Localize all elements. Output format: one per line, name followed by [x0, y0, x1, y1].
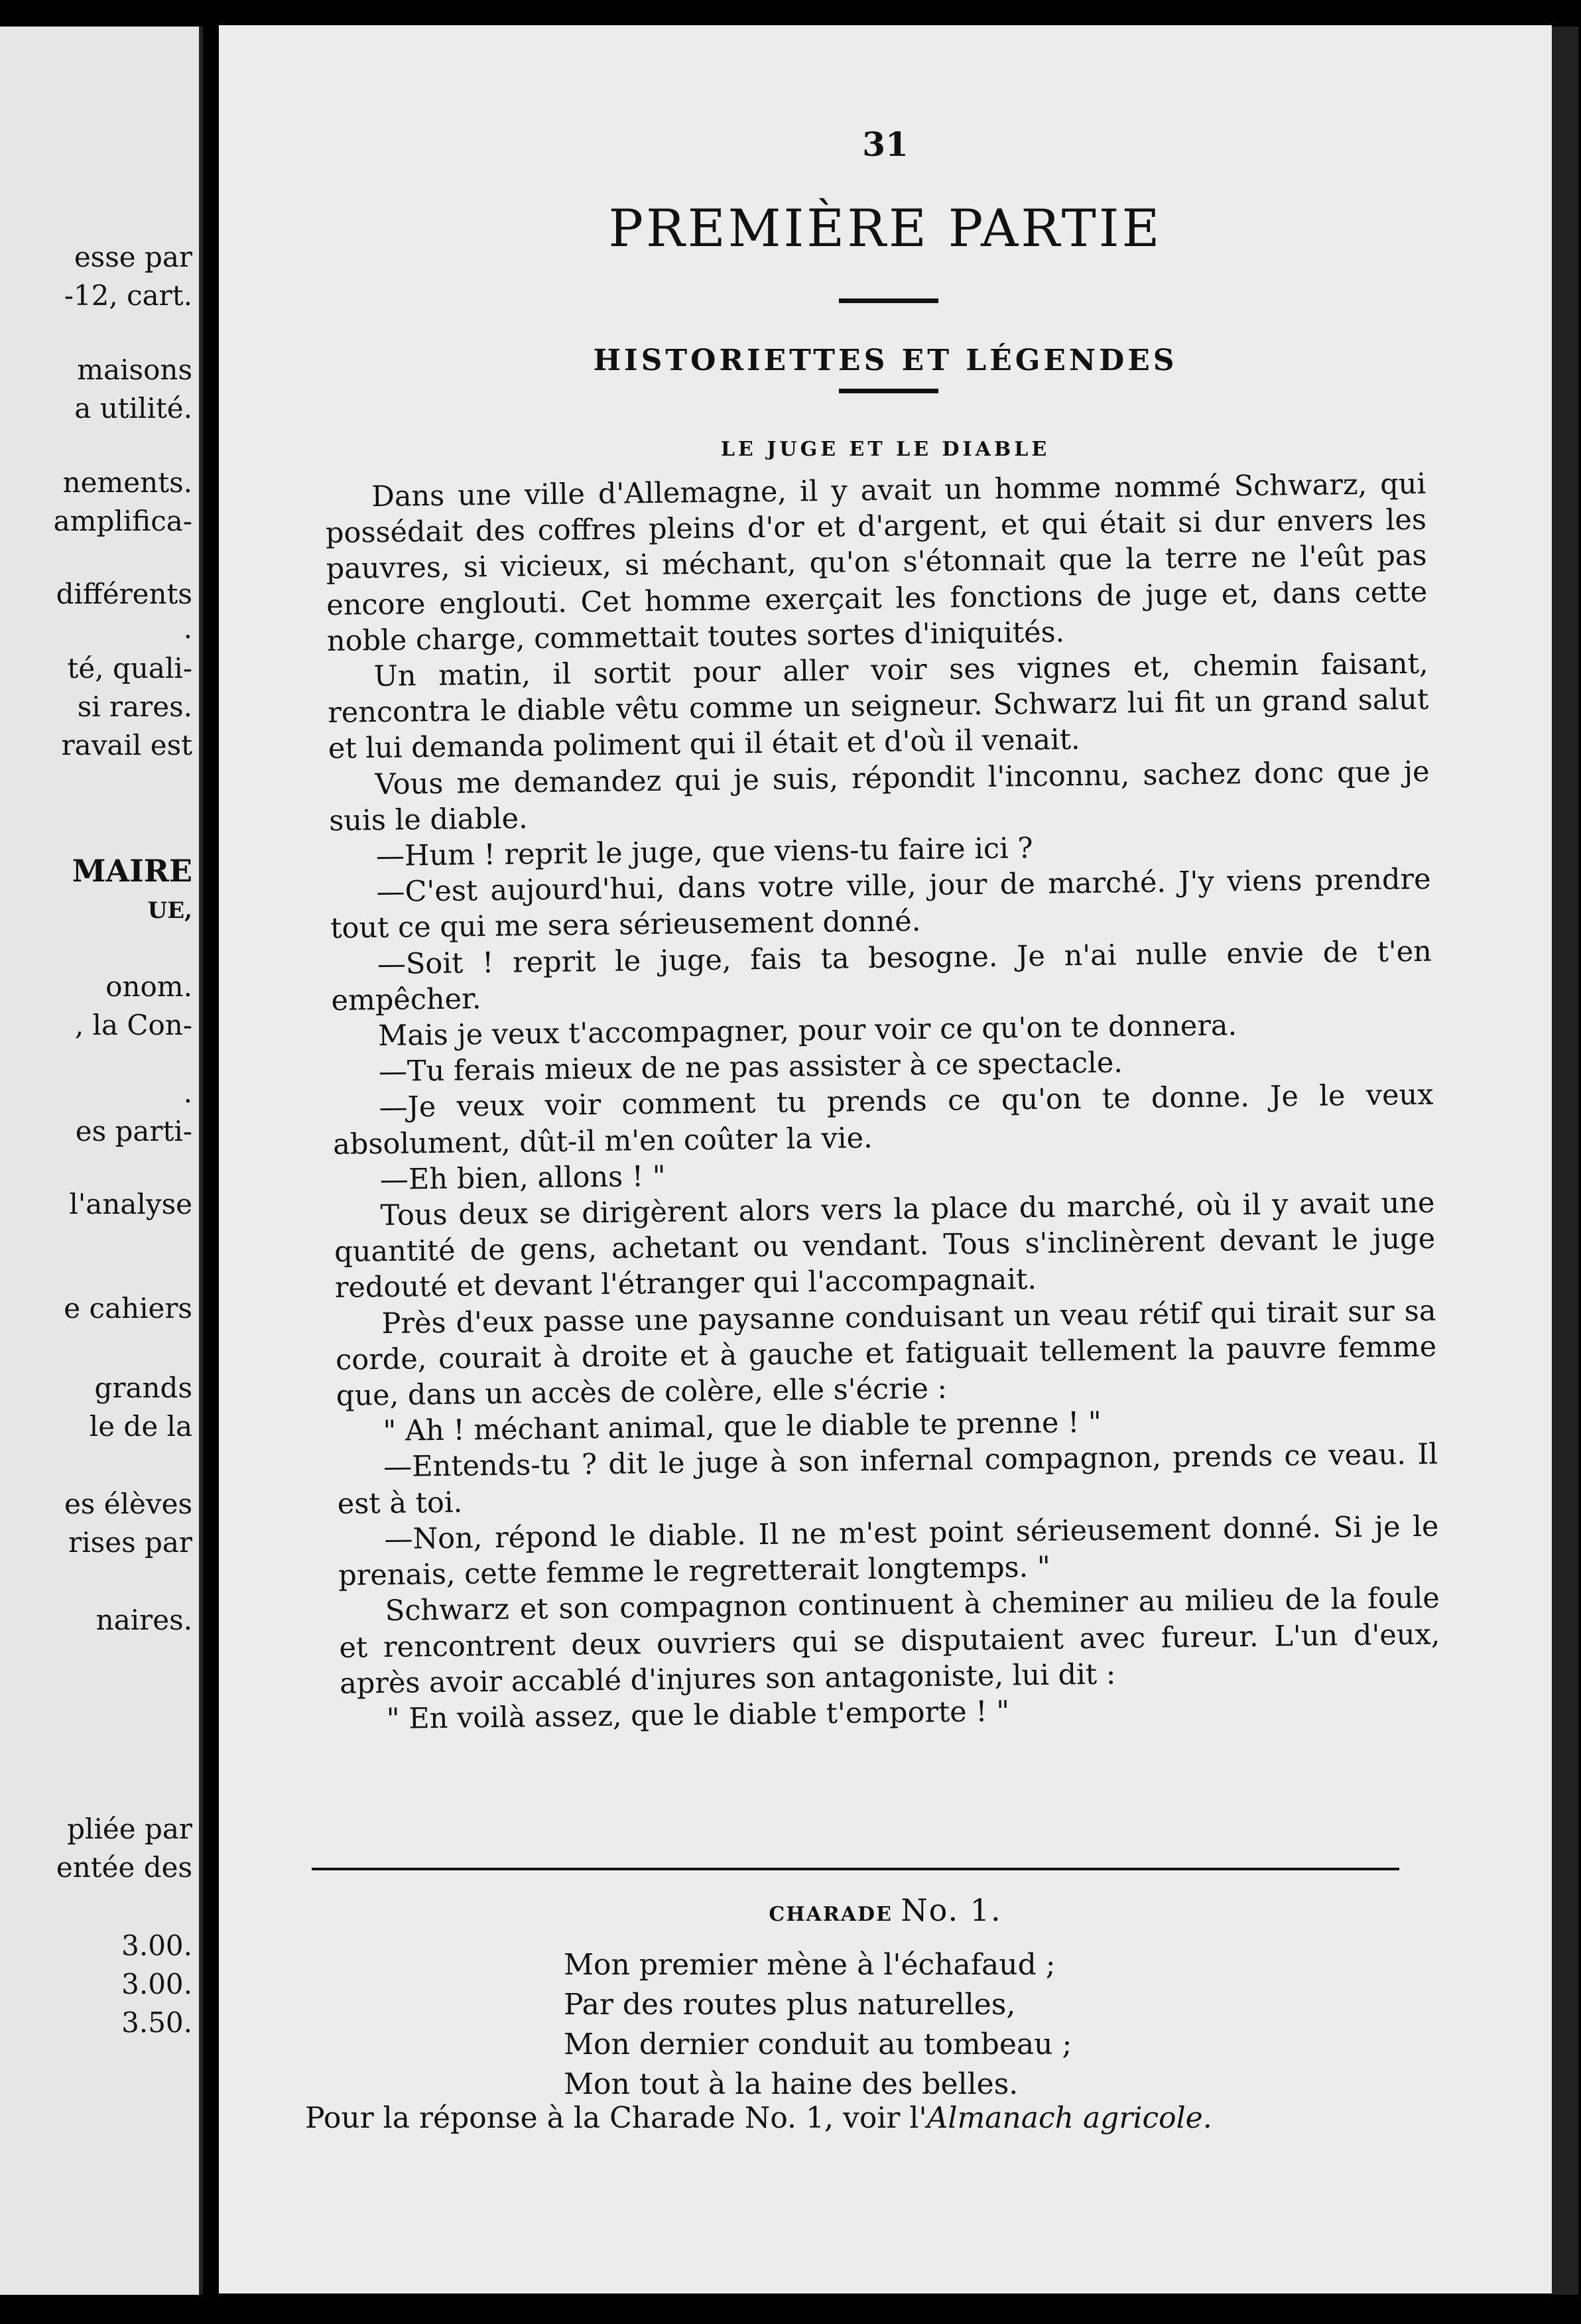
- fragment-line: pliée par: [67, 1813, 192, 1845]
- book-page: [219, 25, 1552, 2293]
- story-title: LE JUGE ET LE DIABLE: [720, 438, 1050, 461]
- fragment-line: .: [183, 1076, 192, 1109]
- fragment-line: rises par: [68, 1526, 192, 1559]
- verse-line: Par des routes plus naturelles,: [564, 1988, 1016, 2022]
- verse-line: Mon tout à la haine des belles.: [564, 2067, 1019, 2101]
- paragraph: —Tu ferais mieux de ne pas assister à ce spectacle.: [378, 1046, 1123, 1089]
- fragment-line: es élèves: [64, 1488, 192, 1520]
- facing-page-fragment: [0, 27, 203, 2295]
- fragment-line: entée des: [56, 1851, 192, 1884]
- fragment-line: e cahiers: [64, 1292, 192, 1324]
- verse-line: Mon dernier conduit au tombeau ;: [564, 2028, 1072, 2061]
- fragment-line: ravail est: [61, 729, 192, 761]
- paragraph: —Soit ! reprit le juge, fais ta besogne. Je n'ai nulle envie de t'en empêcher.: [331, 935, 1432, 1017]
- paragraph: —Non, répond le diable. Il ne m'est point sérieusement donné. Si je le prenais, cette femme le regretterait longtemps. ": [338, 1510, 1439, 1592]
- paragraph: Près d'eux passe une paysanne conduisant un veau rétif qui tirait sur sa corde, courait à droite et à gauche et fatiguait tellement la pauvre femme que, dans un accès de colère, elle s'écrie :: [335, 1294, 1437, 1413]
- page-edge: [1552, 27, 1578, 2295]
- answer-note-text: Pour la réponse à la Charade No. 1, voir l': [305, 2101, 927, 2135]
- fragment-line: 3.00.: [121, 1968, 192, 2000]
- fragment-line: maisons: [77, 354, 192, 386]
- answer-note-title: Almanach agricole.: [926, 2101, 1212, 2135]
- fragment-line: 3.00.: [121, 1929, 192, 1962]
- paragraph: —Entends-tu ? dit le juge à son infernal compagnon, prends ce veau. Il est à toi.: [337, 1438, 1438, 1521]
- fragment-line: onom.: [105, 970, 192, 1003]
- title-divider: [839, 298, 938, 303]
- fragment-line: .: [183, 612, 192, 645]
- part-title: PREMIÈRE PARTIE: [608, 199, 1163, 259]
- fragment-line: té, quali-: [67, 652, 192, 684]
- fragment-line: MAIRE: [72, 853, 192, 889]
- paragraph: Un matin, il sortit pour aller voir ses vignes et, chemin faisant, rencontra le diable vêtu comme un seigneur. Schwarz lui fit un grand salut et lui demanda poliment qui il était et d'où il venait.: [327, 647, 1429, 766]
- paragraph: " Ah ! méchant animal, que le diable te prenne ! ": [383, 1406, 1102, 1449]
- verse-line: Mon premier mène à l'échafaud ;: [564, 1948, 1056, 1982]
- story-body: [325, 466, 1441, 1738]
- paragraph: —Je veux voir comment tu prends ce qu'on te donne. Je le veux absolument, dût-il m'en coûter la vie.: [332, 1078, 1434, 1161]
- paragraph: Schwarz et son compagnon continuent à cheminer au milieu de la foule et rencontrent deux ouvriers qui se disputaient avec fureur. L'un d'eux, après avoir accablé d'injures son antagoniste, lui dit :: [339, 1581, 1440, 1701]
- charade-title-number: No. 1.: [901, 1892, 1002, 1928]
- paragraph: Mais je veux t'accompagner, pour voir ce qu'on te donnera.: [377, 1009, 1237, 1053]
- charade-title: [219, 1892, 1552, 1928]
- paragraph: —Eh bien, allons ! ": [379, 1159, 666, 1196]
- fragment-line: -12, cart.: [64, 279, 192, 312]
- fragment-line: grands: [94, 1372, 192, 1404]
- fragment-line: naires.: [95, 1604, 192, 1636]
- fragment-line: nements.: [62, 466, 192, 499]
- paragraph: Dans une ville d'Allemagne, il y avait un homme nommé Schwarz, qui possédait des coffres pleins d'or et d'argent, et qui était si dur envers les pauvres, si vicieux, si méchant, qu'on s'étonnait que la terre ne l'eût pas encore englouti. Cet homme exerçait les fonctions de juge et, dans cette noble charge, commettait toutes sortes d'iniquités.: [325, 467, 1428, 658]
- fragment-line: le de la: [89, 1410, 192, 1443]
- charade-divider: [312, 1868, 1399, 1870]
- paragraph: —C'est aujourd'hui, dans votre ville, jour de marché. J'y viens prendre tout ce qui me sera sérieusement donné.: [330, 862, 1431, 946]
- paragraph: Tous deux se dirigèrent alors vers la place du marché, où il y avait une quantité de gens, achetant ou vendant. Tous s'inclinèrent devant le juge redouté et devant l'étranger qui l'accompagnait.: [334, 1186, 1436, 1305]
- section-divider: [839, 389, 938, 393]
- charade-verse: [564, 1945, 1072, 2104]
- fragment-line: UE,: [147, 897, 192, 924]
- paragraph: Vous me demandez qui je suis, répondit l'inconnu, sachez donc que je suis le diable.: [328, 755, 1430, 838]
- fragment-line: différents: [56, 578, 192, 610]
- page-number: 31: [862, 125, 909, 164]
- fragment-line: l'analyse: [69, 1188, 192, 1220]
- fragment-line: a utilité.: [74, 392, 192, 424]
- charade-answer-note: [305, 2101, 1212, 2135]
- paragraph: —Hum ! reprit le juge, que viens-tu faire ici ?: [375, 832, 1033, 873]
- section-title: HISTORIETTES ET LÉGENDES: [593, 344, 1178, 377]
- paragraph: " En voilà assez, que le diable t'emporte ! ": [386, 1695, 1010, 1736]
- charade-title-word: CHARADE: [769, 1903, 893, 1926]
- fragment-line: amplifica-: [53, 505, 192, 537]
- fragment-line: es parti-: [75, 1115, 192, 1147]
- fragment-line: si rares.: [77, 690, 192, 723]
- fragment-line: 3.50.: [121, 2006, 192, 2039]
- fragment-line: esse par: [74, 241, 192, 273]
- fragment-line: , la Con-: [74, 1009, 192, 1041]
